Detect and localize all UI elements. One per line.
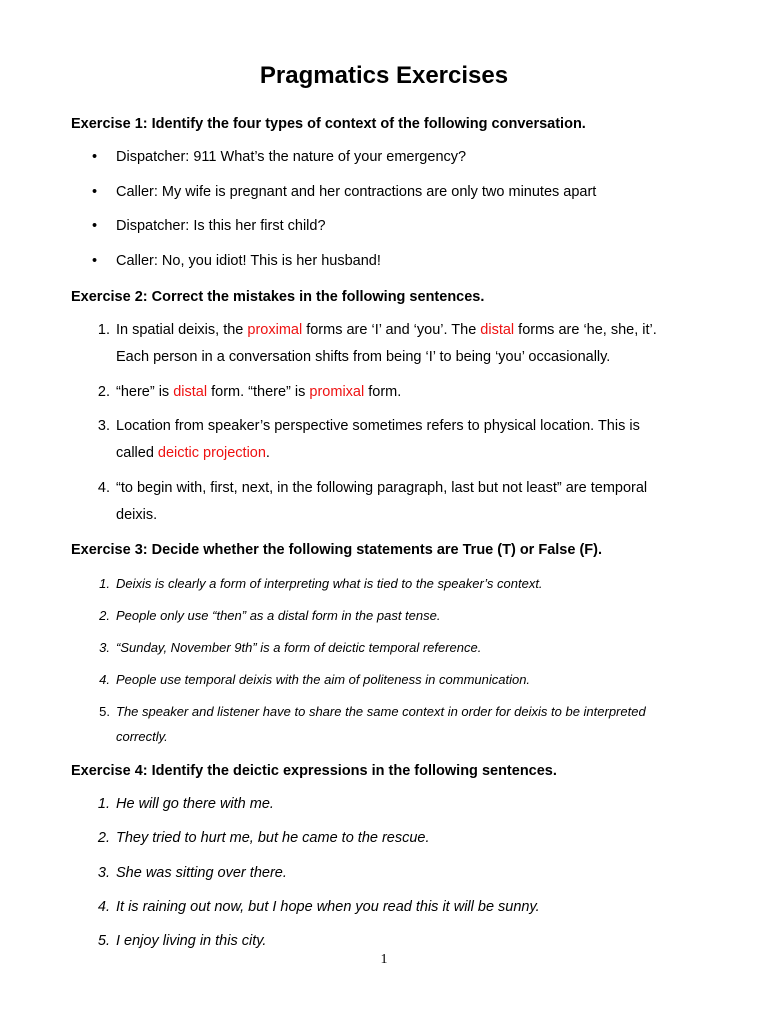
sentence-text: He will go there with me.	[116, 796, 274, 812]
highlighted-term: deictic projection	[157, 445, 266, 461]
conversation-line: Dispatcher: Is this her first child?	[116, 218, 326, 234]
item-number: 1.	[97, 322, 110, 338]
text-segment: In spatial deixis, the	[116, 322, 248, 338]
list-item	[97, 860, 696, 887]
statement-text: The speaker and listener have to share the same context in order for deixis to be interpreted	[116, 704, 646, 719]
text-segment: Each person in a conversation shifts from being ‘I’ to being ‘you’ occasionally.	[116, 349, 611, 365]
text-segment: form. “there” is	[207, 384, 310, 400]
list-item	[97, 475, 696, 529]
item-number: 3.	[97, 865, 110, 881]
highlighted-term: distal	[173, 384, 208, 400]
item-number: 3.	[99, 640, 110, 655]
item-number: 1.	[99, 576, 110, 591]
sentence-text: She was sitting over there.	[116, 865, 287, 881]
item-number: 4.	[99, 672, 110, 687]
exercise1-heading: Exercise 1: Identify the four types of context of the following conversation.	[71, 116, 586, 132]
text-segment: “here” is	[116, 384, 174, 400]
bullet-marker: •	[92, 184, 98, 200]
text-segment: Location from speaker’s perspective sometimes refers to physical location. This is	[116, 418, 640, 434]
list-item	[97, 379, 696, 406]
statement-text: People use temporal deixis with the aim of politeness in communication.	[116, 672, 531, 687]
item-number: 3.	[97, 418, 110, 434]
list-item	[99, 603, 696, 628]
list-item	[92, 213, 696, 240]
conversation-line: Caller: My wife is pregnant and her contractions are only two minutes apart	[116, 184, 597, 200]
item-number: 2.	[97, 830, 110, 846]
text-segment: called	[116, 445, 158, 461]
sentence-text: It is raining out now, but I hope when you read this it will be sunny.	[116, 899, 540, 915]
page-number: 1	[380, 952, 388, 967]
item-number: 5.	[99, 704, 110, 719]
bullet-marker: •	[92, 149, 98, 165]
bullet-marker: •	[92, 218, 98, 234]
text-segment: “to begin with, first, next, in the following paragraph, last but not least” are temporal	[116, 480, 648, 496]
exercise3-heading: Exercise 3: Decide whether the following statements are True (T) or False (F).	[71, 542, 602, 558]
item-number: 1.	[97, 796, 110, 812]
list-item	[92, 179, 696, 206]
list-item	[97, 317, 696, 371]
exercise2-heading: Exercise 2: Correct the mistakes in the following sentences.	[71, 289, 485, 305]
sentence-text: They tried to hurt me, but he came to the rescue.	[116, 830, 430, 846]
text-segment: deixis.	[116, 507, 158, 523]
exercise4-heading: Exercise 4: Identify the deictic expressions in the following sentences.	[71, 763, 557, 779]
list-item	[97, 928, 696, 955]
list-item	[99, 699, 696, 749]
page-title: Pragmatics Exercises	[259, 62, 509, 89]
text-segment: forms are ‘he, she, it’.	[514, 322, 657, 338]
item-number: 5.	[97, 933, 110, 949]
list-item	[97, 791, 696, 818]
statement-text: Deixis is clearly a form of interpreting what is tied to the speaker’s context.	[116, 576, 543, 591]
bullet-marker: •	[92, 253, 98, 269]
list-item	[92, 248, 696, 275]
statement-text: “Sunday, November 9th” is a form of deictic temporal reference.	[116, 640, 482, 655]
conversation-line: Caller: No, you idiot! This is her husband!	[116, 253, 381, 269]
list-item	[97, 894, 696, 921]
highlighted-term: distal	[480, 322, 515, 338]
list-item	[99, 571, 696, 596]
item-number: 2.	[99, 608, 110, 623]
item-number: 4.	[97, 899, 110, 915]
list-item	[92, 144, 696, 171]
highlighted-term: proximal	[247, 322, 303, 338]
text-segment: .	[265, 445, 270, 461]
sentence-text: I enjoy living in this city.	[116, 933, 267, 949]
list-item	[97, 413, 696, 467]
highlighted-term: promixal	[309, 384, 365, 400]
conversation-line: Dispatcher: 911 What’s the nature of your emergency?	[116, 149, 467, 165]
list-item	[99, 667, 696, 692]
statement-text: People only use “then” as a distal form in the past tense.	[116, 608, 441, 623]
item-number: 2.	[97, 384, 110, 400]
list-item	[99, 635, 696, 660]
statement-text: correctly.	[116, 729, 168, 744]
text-segment: form.	[364, 384, 402, 400]
item-number: 4.	[97, 480, 110, 496]
text-segment: forms are ‘I’ and ‘you’. The	[302, 322, 481, 338]
list-item	[97, 825, 696, 852]
